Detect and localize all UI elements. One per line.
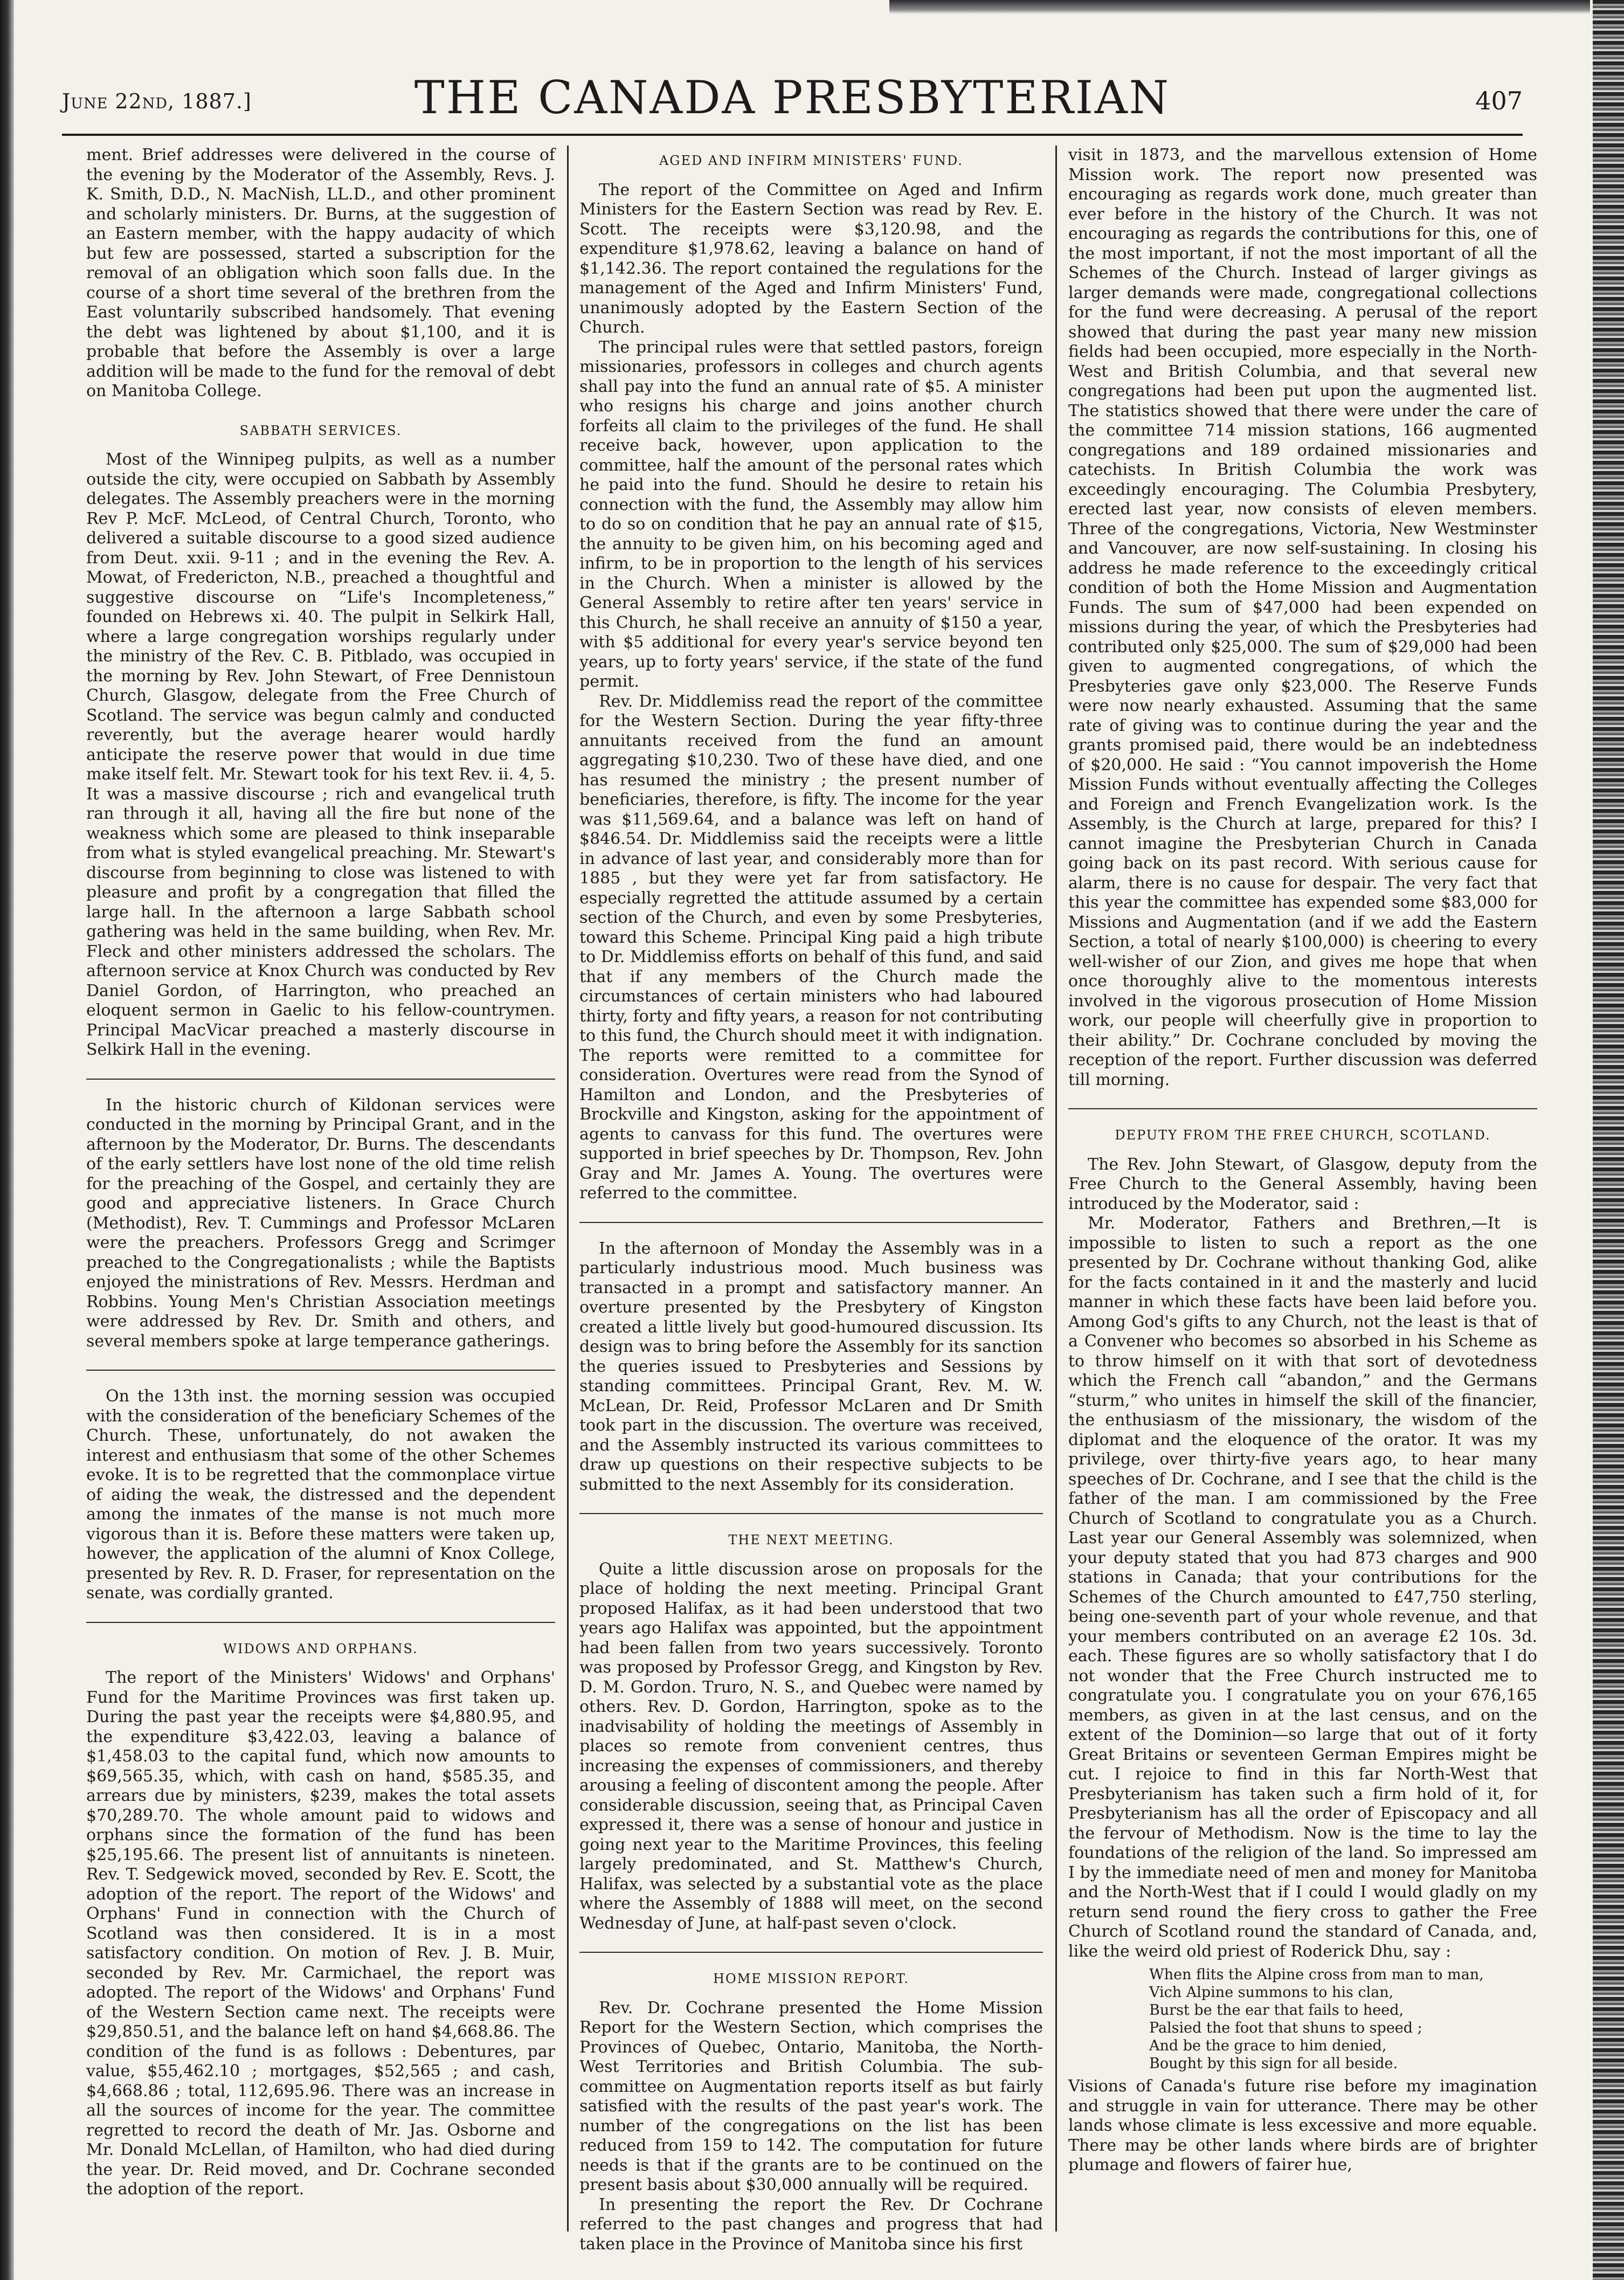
issue-date: June 22nd, 1887.] (62, 89, 252, 113)
section-heading-home-mission: HOME MISSION REPORT. (713, 1971, 909, 1986)
page-header (62, 65, 1523, 140)
section-rule (1068, 1108, 1537, 1109)
section-heading-next-meeting: THE NEXT MEETING. (728, 1532, 894, 1547)
paragraph-next-meeting: Quite a little discussion arose on proposals for the place of holding the next meeting. Principal Grant proposed Halifax, as it had been understood that two years ago Halifax was appointed, but the appointment had been fallen from two years successively. Toronto was proposed by Professor Gregg, and Kingston by Rev. D. M. Gordon. Truro, N. S., and Quebec were named by others. Rev. D. Gordon, Harrington, spoke as to the inadvisability of holding the meetings of Assembly in places so remote from convenient centres, thus increasing the expenses of commissioners, and thereby arousing a feeling of discontent among the people. After considerable discussion, seeing that, as Principal Caven expressed it, there was a sense of honour and justice in going next year to the Maritime Provinces, this feeling largely predominated, and St. Matthew's Church, Halifax, was selected by a substantial vote as the place where the Assembly of 1888 will meet, on the second Wednesday of June, at half-past seven o'clock. (579, 1559, 1043, 1933)
section-rule (579, 1952, 1043, 1953)
column-divider-1 (567, 146, 569, 2231)
section-heading-widows-orphans: WIDOWS AND ORPHANS. (223, 1641, 418, 1656)
page-number: 407 (1475, 86, 1523, 115)
paragraph-deputy-intro: The Rev. John Stewart, of Glasgow, deputy from the Free Church to the General Assembly, having been introduced by the Moderator, said : (1068, 1155, 1537, 1213)
poem-line: Bought by this sign for all beside. (1149, 2055, 1398, 2072)
poem-line: And be the grace to him denied, (1149, 2037, 1387, 2054)
paragraph-kildonan: In the historic church of Kildonan services were conducted in the morning by Principal Grant, and in the afternoon by the Moderator, Dr. Burns. The descendants of the early settlers have lost none of the old time relish for the preaching of the Gospel, and certainly they are good and appreciative listeners. In Grace Church (Methodist), Rev. T. Cummings and Professor McLaren were the preachers. Professors Gregg and Scrimger preached to the Congregationalists ; while the Baptists enjoyed the ministrations of Rev. Messrs. Herdman and Robbins. Young Men's Christian Association meetings were addressed by Rev. Dr. Smith and others, and several members spoke at large temperance gatherings. (86, 1095, 555, 1351)
section-heading-aged-infirm: AGED AND INFIRM MINISTERS' FUND. (659, 153, 964, 168)
paragraph-sabbath-services: Most of the Winnipeg pulpits, as well as a number outside the city, were occupied on Sabbath by Assembly delegates. The Assembly preachers were in the morning Rev P. McF. McLeod, of Central Church, Toronto, who delivered a suitable discourse to a good sized audience from Deut. xxii. 9-11 ; and in the evening the Rev. A. Mowat, of Fredericton, N.B., preached a thoughtful and suggestive discourse on “Life's Incompleteness,” founded on Hebrews xi. 40. The pulpit in Selkirk Hall, where a large congregation worships regularly under the ministry of the Rev. C. B. Pitblado, was occupied in the morning by Rev. John Stewart, of Free Dennistoun Church, Glasgow, delegate from the Free Church of Scotland. The service was begun calmly and conducted reverently, but the average hearer would hardly anticipate the reserve power that would in due time make itself felt. Mr. Stewart took for his text Rev. ii. 4, 5. It was a massive discourse ; rich and evangelical truth ran through it all, having all the fire but none of the weakness which some are pleased to think inseparable from what is styled evangelical preaching. Mr. Stewart's discourse from beginning to close was listened to with pleasure and profit by a congregation that filled the large hall. In the afternoon a large Sabbath school gathering was held in the same building, when Rev. Mr. Fleck and other ministers addressed the scholars. The afternoon service at Knox Church was conducted by Rev Daniel Gordon, of Harrington, who preached an eloquent sermon in Gaelic to his fellow-countrymen. Principal MacVicar preached a masterly discourse in Selkirk Hall in the evening. (86, 450, 555, 1059)
poem-quotation (1149, 1966, 1537, 2072)
paragraph-aged-3: Rev. Dr. Middlemiss read the report of the committee for the Western Section. During the year fifty-three annuitants received from the fund an amount aggregating $10,230. Two of these have died, and one has resumed the ministry ; the present number of beneficiaries, therefore, is fifty. The income for the year was $11,569.64, and a balance was left on hand of $846.54. Dr. Middlemiss said the receipts were a little in advance of last year, and considerably more than for 1885 , but they were yet far from satisfactory. He especially regretted the attitude assumed by a certain section of the Church, and even by some Presbyteries, toward this Scheme. Principal King paid a high tribute to Dr. Middlemiss efforts on behalf of this fund, and said that if any members of the Church made the circumstances of certain ministers who had laboured thirty, forty and fifty years, a reason for not contributing to this fund, the Church should meet it with indignation. The reports were remitted to a committee for consideration. Overtures were read from the Synod of Hamilton and London, and the Presbyteries of Brockville and Kingston, asking for the appointment of agents to canvass for this fund. The overtures were supported in brief speeches by Dr. Thompson, Rev. John Gray and Mr. James A. Young. The overtures were referred to the committee. (579, 692, 1043, 1203)
section-heading-deputy-free-church: DEPUTY FROM THE FREE CHURCH, SCOTLAND. (1115, 1128, 1491, 1143)
poem-line: Palsied the foot that shuns to speed ; (1149, 2020, 1422, 2036)
paragraph-monday-session: In the afternoon of Monday the Assembly was in a particularly industrious mood. Much business was transacted in a prompt and satisfactory manner. An overture presented by the Presbytery of Kingston created a little lively but good-humoured discussion. Its design was to bring before the Assembly for its sanction the queries issued to Presbyteries and Sessions by standing committees. Principal Grant, Rev. M. W. McLean, Dr. Reid, Professor McLaren and Dr Smith took part in the discussion. The overture was received, and the Assembly instructed its various committees to draw up questions on their respective subjects to be submitted to the next Assembly for its consideration. (579, 1239, 1043, 1494)
column-1 (86, 146, 555, 2231)
poem-line: When flits the Alpine cross from man to man, (1149, 1966, 1484, 1983)
section-rule (579, 1222, 1043, 1223)
poem-line: Vich Alpine summons to his clan, (1149, 1984, 1394, 2001)
paragraph-widows-orphans: The report of the Ministers' Widows' and Orphans' Fund for the Maritime Provinces was first taken up. During the past year the receipts were $4,880.95, and the expenditure $3,422.03, leaving a balance of $1,458.03 to the capital fund, which now amounts to $69,565.35, which, with cash on hand, $585.35, and arrears due by ministers, $239, makes the total assets $70,289.70. The whole amount paid to widows and orphans since the formation of the fund has been $25,195.66. The present list of annuitants is nineteen. Rev. T. Sedgewick moved, seconded by Rev. E. Scott, the adoption of the report. The report of the Widows' and Orphans' Fund in connection with the Church of Scotland was then considered. It is in a most satisfactory condition. On motion of Rev. J. B. Muir, seconded by Rev. Mr. Carmichael, the report was adopted. The report of the Widows' and Orphans' Fund of the Western Section came next. The receipts were $29,850.51, and the balance left on hand $4,668.86. The condition of the fund is as follows : Debentures, par value, $55,462.10 ; mortgages, $52,565 ; and cash, $4,668.86 ; total, 112,695.96. There was an increase in all the sources of income for the year. The committee regretted to record the death of Mr. Jas. Osborne and Mr. Donald McLellan, of Hamilton, who had died during the year. Dr. Reid moved, and Dr. Cochrane seconded the adoption of the report. (86, 1668, 555, 2199)
poem-line: Burst be the ear that fails to heed, (1149, 2002, 1404, 2019)
paragraph-home-mission-2: In presenting the report the Rev. Dr Cochrane referred to the past changes and progress that had taken place in the Province of Manitoba since his first (579, 2195, 1043, 2254)
section-rule (86, 1622, 555, 1623)
scan-edge-right (1593, 0, 1624, 2280)
paragraph-13th-inst: On the 13th inst. the morning session was occupied with the consideration of the beneficiary Schemes of the Church. These, unfortunately, do not awaken the interest and enthusiasm that some of the other Schemes evoke. It is to be regretted that the commonplace virtue of aiding the weak, the distressed and the dependent among the inmates of the manse is not much more vigorous than it is. Before these matters were taken up, however, the application of the alumni of Knox College, presented by Rev. R. D. Fraser, for representation on the senate, was cordially granted. (86, 1387, 555, 1602)
section-rule (579, 1513, 1043, 1514)
section-rule (86, 1370, 555, 1371)
column-divider-2 (1055, 146, 1057, 2231)
scan-edge-top (889, 0, 1590, 14)
column-3 (1068, 146, 1537, 2231)
scan-edge-left (0, 0, 14, 2280)
paragraph-home-mission-1: Rev. Dr. Cochrane presented the Home Mission Report for the Western Section, which comprises the Provinces of Quebec, Ontario, Manitoba, the North-West Territories and British Columbia. The sub-committee on Augmentation reports itself as but fairly satisfied with the results of the past year's work. The number of the congregations on the list has been reduced from 159 to 142. The computation for future needs is that if the grants are to be continued on the present basis about $30,000 annually will be required. (579, 1998, 1043, 2194)
section-heading-sabbath-services: SABBATH SERVICES. (239, 423, 402, 438)
paragraph-deputy-address: Mr. Moderator, Fathers and Brethren,—It is impossible to listen to such a report as the one presented by Dr. Cochrane without thanking God, alike for the facts contained in it and the masterly and lucid manner in which these facts have been laid before you. Among God's gifts to any Church, not the least is that of a Convener who becomes so absorbed in his Scheme as to throw himself on it with that sort of devotedness which the French call “abandon,” and the Germans “sturm,” who unites in himself the skill of the financier, the enthusiasm of the missionary, the wisdom of the diplomat and the eloquence of the orator. It was my privilege, over thirty-five years ago, to hear many speeches of Dr. Cochrane, and I see that the child is the father of the man. I am commissioned by the Free Church of Scotland to congratulate you as a Church. Last year our General Assembly was solemnized, when your deputy stated that you had 873 charges and 900 stations in Canada; that your contributions for the Schemes of the Church amounted to £47,750 sterling, being one-seventh part of your whole revenue, and that your members contributed on an average £2 10s. 3d. each. These figures are so wholly satisfactory that I do not wonder that the Free Church instructed me to congratulate you. I congratulate you on your 676,165 members, as given in at the last census, and on the extent of the Dominion—so large that out of it forty Great Britains or seventeen German Empires might be cut. I rejoice to find in this far North-West that Presbyterianism has taken such a firm hold of it, for Presbyterianism has all the order of Episcopacy and all the fervour of Methodism. Now is the time to lay the foundations of the religion of the land. So impressed am I by the immediate need of men and money for Manitoba and the North-West that if I could I would gladly on my return send round the fiery cross to gather the Free Church of Scotland round the standard of Canada, and, like the weird old priest of Roderick Dhu, say : (1068, 1214, 1537, 1961)
header-rule (62, 134, 1523, 136)
paragraph-intro: ment. Brief addresses were delivered in the course of the evening by the Moderator of the Assembly, Revs. J. K. Smith, D.D., N. MacNish, LL.D., and other prominent and scholarly ministers. Dr. Burns, at the suggestion of an Eastern member, with the happy audacity of which but few are possessed, started a subscription for the removal of an obligation which soon falls due. In the course of a short time several of the brethren from the East voluntarily subscribed handsomely. That evening the debt was lightened by about $1,100, and it is probable that before the Assembly is over a large addition will be made to the fund for the removal of debt on Manitoba College. (86, 146, 555, 400)
paragraph-home-mission-continued: visit in 1873, and the marvellous extension of Home Mission work. The report now presented was encouraging as regards work done, much greater than ever before in the history of the Church. It was not encouraging as regards the contributions for this, one of the most important, if not the most important of all the Schemes of the Church. Instead of larger givings as larger demands were made, congregational collections for the fund were decreasing. A perusal of the report showed that during the past year many new mission fields had been occupied, more especially in the North-West and British Columbia, and that several new congregations had been put upon the augmented list. The statistics showed that there were under the care of the committee 714 mission stations, 166 augmented congregations and 189 ordained missionaries and catechists. In British Columbia the work was exceedingly encouraging. The Columbia Presbytery, erected last year, now consists of eleven members. Three of the congregations, Victoria, New Westminster and Vancouver, are now self-sustaining. In closing his address he made reference to the exceedingly critical condition of both the Home Mission and Augmentation Funds. The sum of $47,000 had been expended on missions during the year, of which the Presbyteries had contributed only $25,000. The sum of $29,000 had been given to augmented congregations, of which the Presbyteries gave only $23,000. The Reserve Funds were now nearly exhausted. Assuming that the same rate of giving was to continue during the year and the grants promised paid, there would be an indebtedness of $20,000. He said : “You cannot impoverish the Home Mission Funds without eventually affecting the Colleges and Foreign and French Evangelization work. Is the Assembly, is the Church at large, prepared for this? I cannot imagine the Presbyterian Church in Canada going back on its past record. With serious cause for alarm, there is no cause for despair. The very fact that this year the committee has expended some $83,000 for Missions and Augmentation (and if we add the Eastern Section, a total of nearly $100,000) is cheering to every well-wisher of our Zion, and gives me hope that when once thoroughly alive to the momentous interests involved in the vigorous prosecution of Home Mission work, our people will cheerfully give in proportion to their ability.” Dr. Cochrane concluded by moving the reception of the report. Further discussion was deferred till morning. (1068, 146, 1537, 1089)
column-2 (579, 146, 1043, 2254)
paragraph-aged-1: The report of the Committee on Aged and Infirm Ministers for the Eastern Section was read by Rev. E. Scott. The receipts were $3,120.98, and the expenditure $1,978.62, leaving a balance on hand of $1,142.36. The report contained the regulations for the management of the Aged and Infirm Ministers' Fund, unanimously adopted by the Eastern Section of the Church. (579, 180, 1043, 337)
paragraph-visions: Visions of Canada's future rise before my imagination and struggle in vain for utterance. There may be other lands whose climate is less excessive and more equable. There may be other lands where birds are of brighter plumage and flowers of fairer hue, (1068, 2077, 1537, 2174)
paragraph-aged-2: The principal rules were that settled pastors, foreign missionaries, professors in colleges and church agents shall pay into the fund an annual rate of $5. A minister who resigns his charge and joins another church forfeits all claim to the privileges of the fund. He shall receive back, however, upon application to the committee, half the amount of the personal rates which he paid into the fund. Should he desire to retain his connection with the fund, the Assembly may allow him to do so on condition that he pay an annual rate of $15, the annuity to be given him, on his becoming aged and infirm, to be in proportion to the length of his services in the Church. When a minister is allowed by the General Assembly to retire after ten years' service in this Church, he shall receive an annuity of $150 a year, with $5 additional for every year's service beyond ten years, up to forty years' service, if the state of the fund permit. (579, 337, 1043, 691)
publication-title: THE CANADA PRESBYTERIAN (414, 71, 1171, 124)
section-rule (86, 1079, 555, 1080)
